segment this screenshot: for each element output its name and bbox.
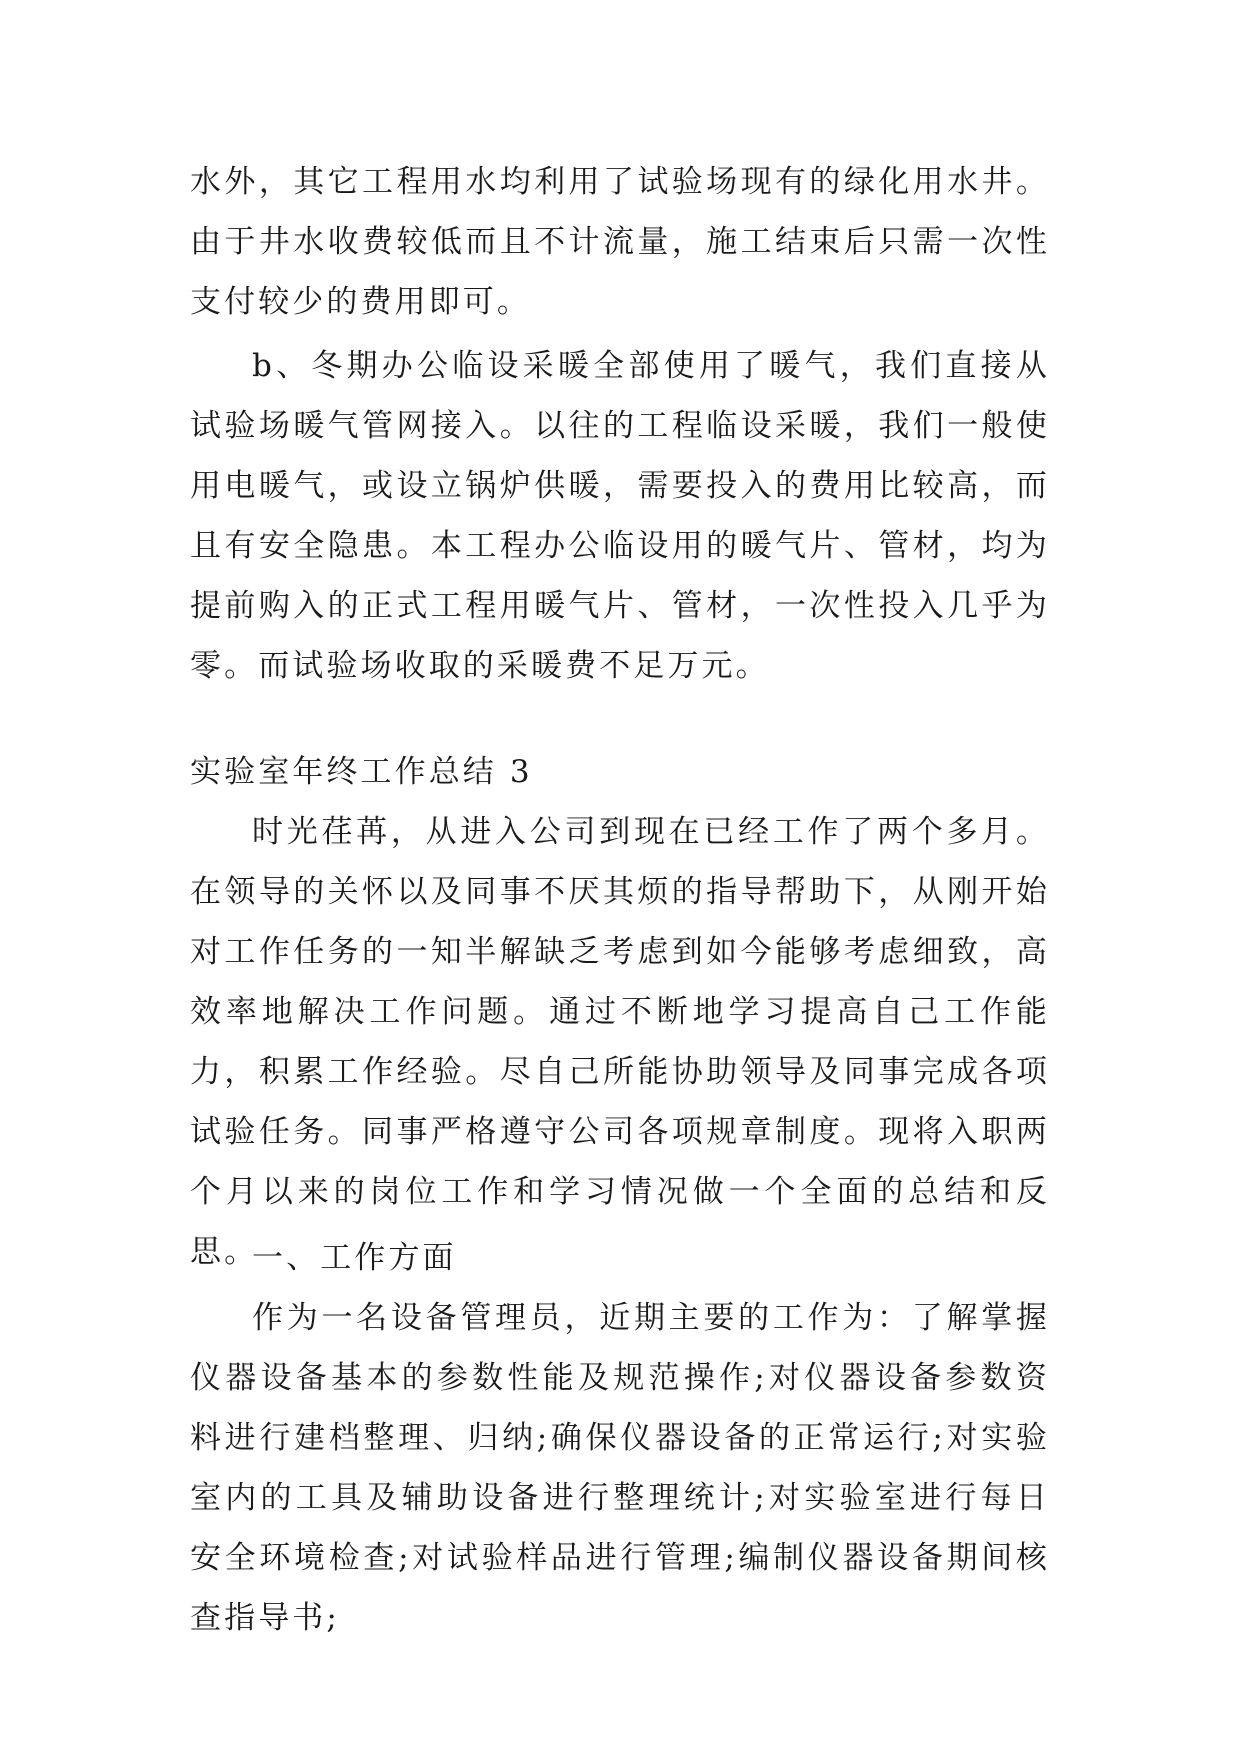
paragraph-water-text: 水外，其它工程用水均利用了试验场现有的绿化用水井。由于井水收费较低而且不计流量，施工结束后只需一次性支付较少的费用即可。 [190, 164, 1050, 320]
paragraph-heating [190, 336, 1050, 696]
paragraph-work-text: 作为一名设备管理员，近期主要的工作为：了解掌握仪器设备基本的参数性能及规范操作;对仪器设备参数资料进行建档整理、归纳;确保仪器设备的正常运行;对实验室内的工具及辅助设备进行整理统计;对实验室进行每日安全环境检查;对试验样品进行管理;编制仪器设备期间核查指导书; [190, 1300, 1050, 1636]
paragraph-intro [190, 802, 1050, 1282]
section-title: 实验室年终工作总结 3 [190, 754, 533, 790]
paragraph-intro-text: 时光荏苒，从进入公司到现在已经工作了两个多月。在领导的关怀以及同事不厌其烦的指导帮助下，从刚开始对工作任务的一知半解缺乏考虑到如今能够考虑细致，高效率地解决工作问题。通过不断地学习提高自己工作能力，积累工作经验。尽自己所能协助领导及同事完成各项试验任务。同事严格遵守公司各项规章制度。现将入职两个月以来的岗位工作和学习情况做一个全面的总结和反思。 [190, 814, 1050, 1270]
subheading-block [190, 1228, 1050, 1288]
subheading-work: 一、工作方面 [252, 1240, 457, 1276]
paragraph-heating-text: b、冬期办公临设采暖全部使用了暖气，我们直接从试验场暖气管网接入。以往的工程临设采暖，我们一般使用电暖气，或设立锅炉供暖，需要投入的费用比较高，而且有安全隐患。本工程办公临设用的暖气片、管材，均为提前购入的正式工程用暖气片、管材，一次性投入几乎为零。而试验场收取的采暖费不足万元。 [190, 348, 1050, 684]
paragraph-work [190, 1288, 1050, 1648]
paragraph-water-usage [190, 152, 1050, 332]
section-title-block [190, 742, 1050, 802]
